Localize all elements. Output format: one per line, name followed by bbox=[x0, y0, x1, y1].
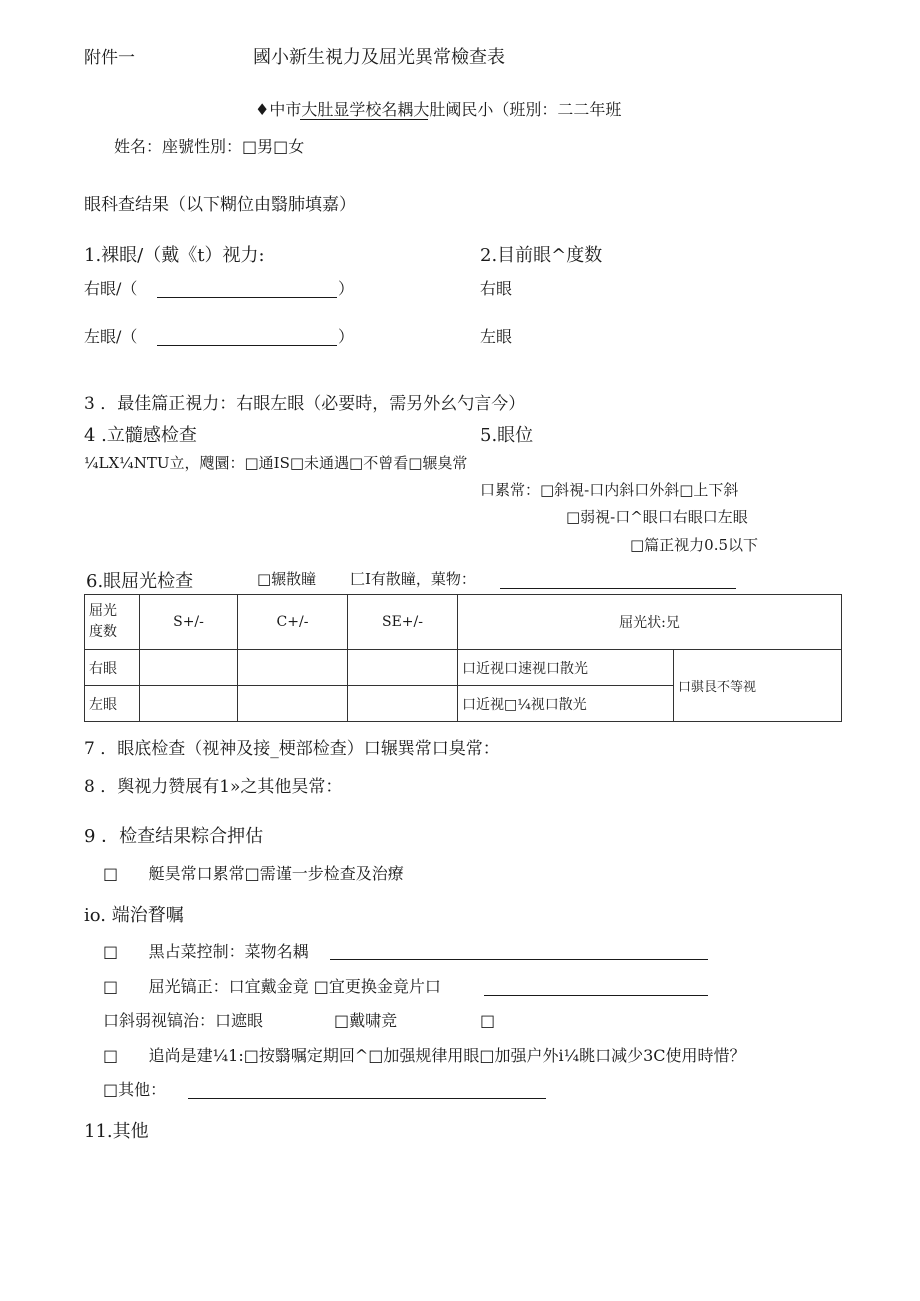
s10-other-field[interactable] bbox=[188, 1098, 546, 1099]
s4-stereo-line[interactable]: ¼LX¼NTU立，飕圜：□通IS□未通遇□不曾看□辗臭常 bbox=[84, 454, 468, 472]
s1-left-eye-field[interactable] bbox=[157, 345, 337, 346]
s1-left-eye-close: ） bbox=[338, 327, 355, 346]
refraction-table bbox=[84, 594, 842, 722]
page-title: 國小新生視力及屈光異常檢查表 bbox=[253, 47, 505, 68]
refraction-header-power-label: 屈光 度数 bbox=[89, 603, 117, 640]
s1-right-eye-close: ） bbox=[338, 279, 355, 298]
cell-right-se[interactable] bbox=[348, 650, 458, 686]
s2-right-eye: 右眼 bbox=[480, 279, 513, 298]
refraction-row-right bbox=[85, 650, 842, 686]
school-underline bbox=[300, 119, 428, 120]
header-spherical-equivalent: SE+/- bbox=[348, 595, 458, 650]
header-sphere: S+/- bbox=[140, 595, 238, 650]
cell-left-sphere[interactable] bbox=[140, 686, 238, 722]
s4-title: 4 .立髓感检查 bbox=[84, 425, 197, 446]
school-class-line: ♦中市大肚显学校名耦大肚阈民小（班別：二二年班 bbox=[255, 100, 622, 119]
s10-spectacles-option[interactable]: □戴啸竞 bbox=[334, 1011, 398, 1030]
refraction-header-power bbox=[85, 595, 140, 650]
s6-no-dilation-option[interactable]: □辗散瞳 bbox=[257, 570, 317, 588]
s6-title: 6.眼屈光检查 bbox=[86, 571, 194, 592]
student-info-line: 姓名：座號性別：□男□女 bbox=[114, 137, 305, 156]
s2-left-eye: 左眼 bbox=[480, 327, 513, 346]
s10-eye-drops-line[interactable]: □ 黒占菜控制：菜物名耦 bbox=[103, 942, 309, 961]
cell-right-sphere[interactable] bbox=[140, 650, 238, 686]
cell-left-se[interactable] bbox=[348, 686, 458, 722]
header-cylinder: C+/- bbox=[238, 595, 348, 650]
s2-title: 2.目前眼^度数 bbox=[480, 245, 603, 266]
s9-title: 9 ．检查结果粽合押估 bbox=[84, 826, 264, 847]
s10-amblyopia-treatment[interactable]: 口斜弱视镐治：口遮眼 bbox=[103, 1011, 264, 1030]
s10-extra-checkbox[interactable]: □ bbox=[480, 1011, 496, 1030]
header-refraction-status: 屈光状:兄 bbox=[458, 595, 842, 650]
cell-left-status[interactable]: 口近视□¼视口散光 bbox=[458, 686, 674, 722]
s3-best-corrected: 3 ．最佳篇正視力：右眼左眼（必要時，需另外幺勺言今） bbox=[84, 394, 526, 414]
cell-right-status[interactable]: 口近视口速视口散光 bbox=[458, 650, 674, 686]
s5-corrected-va-line[interactable]: □篇正视力0.5以下 bbox=[630, 536, 759, 554]
s6-dilation-option[interactable]: 匚I有散瞳，菓物： bbox=[350, 570, 476, 588]
cell-right-cylinder[interactable] bbox=[238, 650, 348, 686]
s11-title: 11.其他 bbox=[84, 1121, 149, 1142]
s10-other-label[interactable]: □其他： bbox=[103, 1080, 167, 1099]
s5-strabismus-line[interactable]: 口累常：□斜視-口内斜口外斜□上下斜 bbox=[480, 481, 739, 499]
section-title: 眼科查结果（以下糊位由翳肺填嘉） bbox=[84, 195, 356, 215]
s9-assessment-line[interactable]: □ 艇昊常口累常□需谨一步检查及治療 bbox=[103, 864, 404, 883]
s1-right-eye-label: 右眼/（ bbox=[84, 279, 138, 298]
s10-followup-line[interactable]: □ 追尚是建¼1:□按翳嘱定期回^□加强规律用眼□加强户外i¼眺口减少3C使用時惜？ bbox=[103, 1046, 746, 1065]
s10-title: io. 端治瞀嘱 bbox=[84, 905, 184, 926]
row-label-right-eye: 右眼 bbox=[85, 650, 140, 686]
s6-drug-field[interactable] bbox=[500, 588, 736, 589]
s10-glasses-field[interactable] bbox=[484, 995, 708, 996]
s10-drug-name-field[interactable] bbox=[330, 959, 708, 960]
s5-amblyopia-line[interactable]: □弱視-口^眼口右眼口左眼 bbox=[566, 508, 748, 526]
s1-left-eye-label: 左眼/（ bbox=[84, 327, 138, 346]
row-label-left-eye: 左眼 bbox=[85, 686, 140, 722]
attachment-label: 附件一 bbox=[84, 48, 135, 68]
s8-other-line: 8 ．舆视力赞展有1»之其他昊常： bbox=[84, 777, 343, 797]
s5-title: 5.眼位 bbox=[480, 425, 534, 446]
refraction-header-row bbox=[85, 595, 842, 650]
s7-fundus-line[interactable]: 7 ．眼底检查（视神及接_梗部检查）口辗巽常口臭常： bbox=[84, 739, 500, 759]
s1-title: 1.裸眼/（戴《t）视力: bbox=[84, 245, 265, 266]
cell-anisometropia[interactable]: 口骐艮不等视 bbox=[674, 650, 842, 722]
cell-left-cylinder[interactable] bbox=[238, 686, 348, 722]
s10-glasses-line[interactable]: □ 屈光镐正：口宜戴金竟 □宜更换金竟片口 bbox=[103, 977, 441, 996]
s1-right-eye-field[interactable] bbox=[157, 297, 337, 298]
